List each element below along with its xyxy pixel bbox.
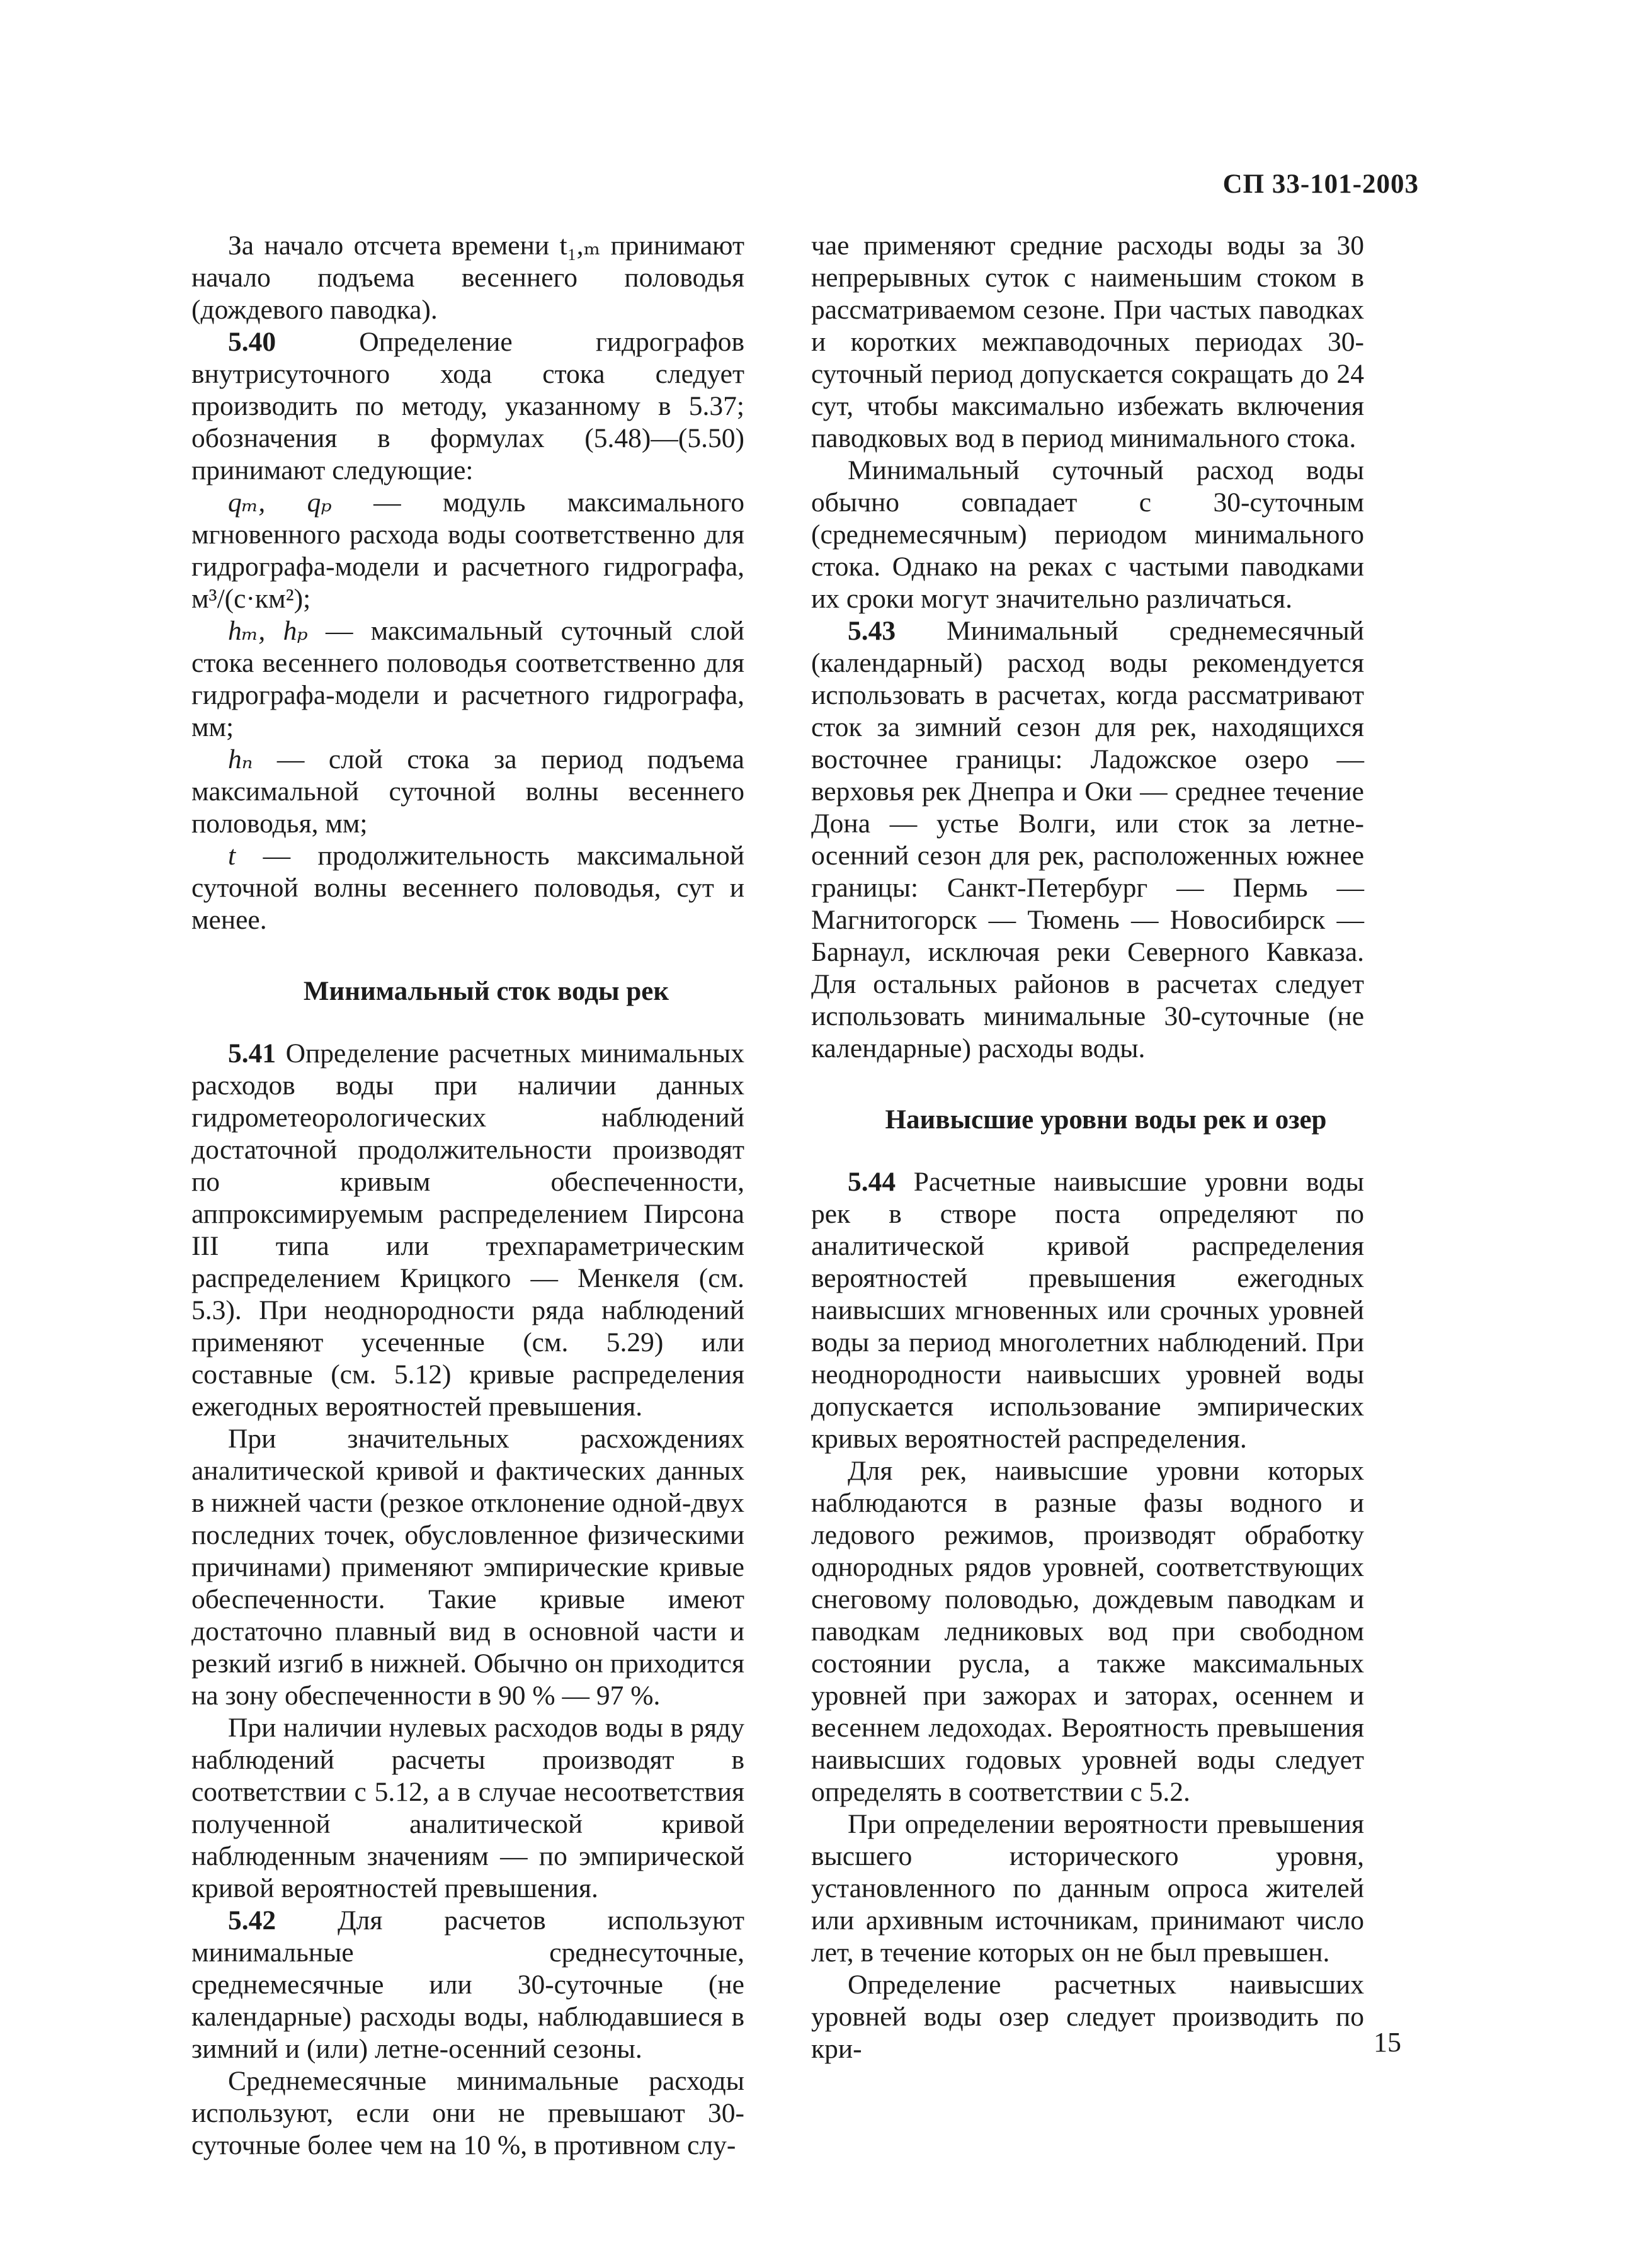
paragraph-continuation: чае применяют средние расходы воды за 30 непрерывных суток с наименьшим стоком в рассматриваемом сезоне. При частых паводках и коротких межпаводочных периодах 30-суточный период допускается сокращать до 24 сут, чтобы максимально избежать включения паводковых вод в период минимального стока. (811, 230, 1364, 453)
paragraph-text: Минимальный среднемесячный (календарный) расход воды рекомендуется использовать в расчетах, когда рассматривают сток за зимний сезон для рек, находящихся восточнее границы: Ладожское озеро — верховья рек Днепра и Оки — среднее течение Дона — устье Волги, или сток за летне-осенний сезон для рек, расположенных южнее границы: Санкт-Петербург — Пермь — Магнитогорск — Тюмень — Новосибирск — Барнаул, исключая реки Северного Кавказа. Для остальных районов в расчетах следует использовать минимальные 30-суточные (не календарные) расходы воды. (811, 616, 1364, 1063)
paragraph-5-41 (191, 1038, 744, 1423)
paragraph-5-40 (191, 326, 744, 487)
right-column (811, 230, 1364, 2065)
definition-hn (191, 744, 744, 840)
definition-text: — модуль максимального мгновенного расхода воды соответственно для гидрографа-модели и расчетного гидрографа, м³/(с·км²); (191, 487, 744, 614)
definition-text: — слой стока за период подъема максимальной суточной волны весеннего половодья, мм; (191, 744, 744, 839)
paragraph-daily-minimum: Минимальный суточный расход воды обычно совпадает с 30-суточным (среднемесячным) периодом минимального стока. Однако на реках с частыми паводками их сроки могут значительно различаться. (811, 455, 1364, 614)
paragraph-5-44 (811, 1166, 1364, 1455)
section-title-minimum-flow: Минимальный сток воды рек (303, 977, 669, 1006)
left-column (191, 230, 744, 2162)
paragraph-time-origin: За начало отсчета времени t₁,ₘ принимают начало подъема весеннего половодья (дождевого паводка). (191, 230, 744, 325)
symbol: t (228, 841, 236, 871)
paragraph-historical-level: При определении вероятности превышения высшего исторического уровня, установленного по данным опроса жителей или архивным источникам, принимают число лет, в течение которых он не был превышен. (811, 1809, 1364, 1968)
definition-q (191, 487, 744, 615)
clause-number: 5.40 (228, 327, 276, 357)
section-title-highest-levels: Наивысшие уровни воды рек и озер (885, 1105, 1327, 1135)
definition-text: — максимальный суточный слой стока весеннего половодья соответственно для гидрографа-модели и расчетного гидрографа, мм; (191, 616, 744, 742)
paragraph-monthly-minimum: Среднемесячные минимальные расходы используют, если они не превышают 30-суточные более чем на 10 %, в противном слу- (191, 2066, 744, 2160)
clause-number: 5.44 (848, 1167, 896, 1197)
clause-number: 5.42 (228, 1905, 276, 1936)
clause-number: 5.43 (848, 616, 896, 646)
paragraph-river-phases: Для рек, наивысшие уровни которых наблюдаются в разные фазы водного и ледового режимов, производят обработку однородных рядов уровней, соответствующих снеговому половодью, дождевым паводкам и паводкам ледниковых вод при свободном состоянии русла, а также максимальных уровней при зажорах и заторах, осеннем и весеннем ледоходах. Вероятность превышения наивысших годовых уровней воды следует определять в соответствии с 5.2. (811, 1456, 1364, 1807)
paragraph-5-42 (191, 1905, 744, 2065)
page-number: 15 (1374, 2027, 1401, 2058)
definition-text: — продолжительность максимальной суточной волны весеннего половодья, сут и менее. (191, 841, 744, 935)
paragraph-discrepancy: При значительных расхождениях аналитической кривой и фактических данных в нижней части (резкое отклонение одной-двух последних точек, обусловленное физическими причинами) применяют эмпирические кривые обеспеченности. Такие кривые имеют достаточно плавный вид в основной части и резкий изгиб в нижней. Обычно он приходится на зону обеспеченности в 90 % — 97 %. (191, 1424, 744, 1711)
definition-t (191, 840, 744, 936)
paragraph-text: Определение гидрографов внутрисуточного хода стока следует производить по методу, указанному в 5.37; обозначения в формулах (5.48)—(5.50) принимают следующие: (191, 327, 744, 485)
paragraph-text: Расчетные наивысшие уровни воды рек в створе поста определяют по аналитической кривой распределения вероятностей превышения ежегодных наивысших мгновенных или срочных уровней воды за период многолетних наблюдений. При неоднородности наивысших уровней воды допускается использование эмпирических кривых вероятностей распределения. (811, 1167, 1364, 1454)
symbol: qₘ, qₚ (228, 487, 332, 518)
paragraph-text: Определение расчетных минимальных расходов воды при наличии данных гидрометеорологических наблюдений достаточной продолжительности производят по кривым обеспеченности, аппроксимируемым распределением Пирсона III типа или трехпараметрическим распределением Крицкого — Менкеля (см. 5.3). При неоднородности ряда наблюдений применяют усеченные (см. 5.29) или составные (см. 5.12) кривые распределения ежегодных вероятностей превышения. (191, 1038, 744, 1422)
clause-number: 5.41 (228, 1038, 276, 1069)
definition-h (191, 615, 744, 744)
paragraph-lake-levels: Определение расчетных наивысших уровней воды озер следует производить по кри- (811, 1970, 1364, 2064)
paragraph-text: Для расчетов используют минимальные среднесуточные, среднемесячные или 30-суточные (не календарные) расходы воды, наблюдавшиеся в зимний и (или) летне-осенний сезоны. (191, 1905, 744, 2064)
paragraph-5-43 (811, 615, 1364, 1065)
symbol: hₙ (228, 744, 253, 774)
symbol: hₘ, hₚ (228, 616, 308, 646)
document-code-header: СП 33-101-2003 (1222, 169, 1419, 199)
paragraph-zero-flow: При наличии нулевых расходов воды в ряду наблюдений расчеты производят в соответствии с 5.12, а в случае несоответствия полученной аналитической кривой наблюденным значениям — по эмпирической кривой вероятностей превышения. (191, 1713, 744, 1903)
